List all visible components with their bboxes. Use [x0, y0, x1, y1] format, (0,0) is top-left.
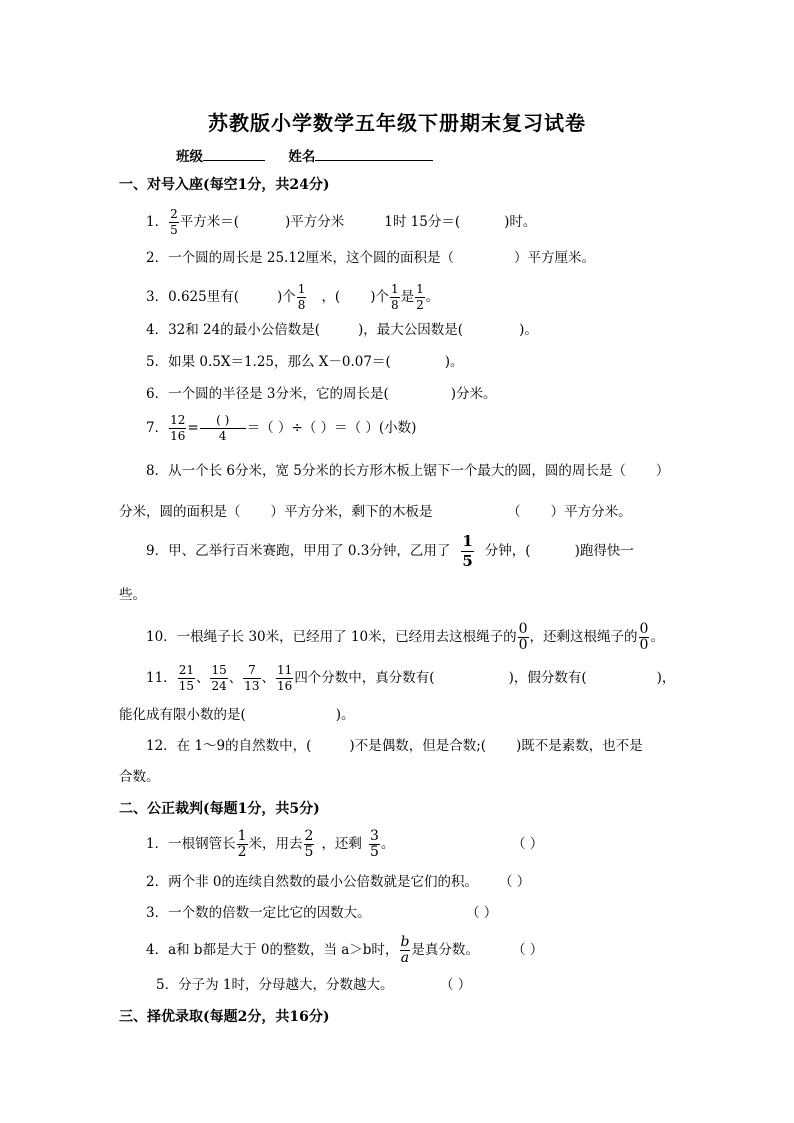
s2-answer-paren-2[interactable]: （ ）: [499, 874, 531, 890]
s1-question-8-line1: 8．从一个长 6分米，宽 5分米的长方形木板上锯下一个最大的圆，圆的周长是（ ）: [146, 463, 670, 479]
s1-question-11-line1: 11． $\frac{21}{15}$ 、 $\frac{15}{24}$ 、 $\frac{7}{13}$ 、 $\frac{11}{16}$ 四个分数中，真分数有( )，假分数有( )，: [146, 662, 676, 693]
s1-question-9-line2: 些。: [119, 587, 146, 603]
s1-question-3: 3．0.625里有( )个 $\frac{1}{8}$ ，( )个 $\frac{1}{8}$ 是 $\frac{1}{2}$ 。: [146, 281, 440, 312]
s2-question-5: 5．分子为 1时，分母越大，分数越大。: [156, 977, 394, 993]
class-blank[interactable]: [203, 146, 265, 161]
fraction: $\frac{1}{2}$: [416, 281, 424, 312]
section3-heading: 三、择优录取(每题2分，共16分): [119, 1009, 330, 1025]
fraction: $\frac{15}{24}$: [211, 662, 227, 693]
section2-heading: 二、公正裁判(每题1分，共5分): [119, 801, 320, 817]
s1-question-11-line2: 能化成有限小数的是( )。: [119, 707, 355, 723]
class-name-line: [176, 146, 433, 165]
fraction: $\frac{1}{5}$: [462, 531, 473, 570]
s2-answer-paren-3[interactable]: （ ）: [466, 905, 498, 921]
name-label: 姓名: [288, 149, 316, 165]
fraction: $\frac{( )}{4}$: [200, 414, 246, 443]
s1-question-5: 5．如果 0.5X＝1.25，那么 X－0.07＝( )。: [146, 354, 464, 370]
fraction: $\frac{11}{16}$: [277, 662, 293, 693]
s2-question-1: 1．一根钢管长 $\frac{1}{2}$ 米，用去 $\frac{2}{5}$ ，还剩 $\frac{3}{5}$ 。: [146, 827, 395, 860]
fraction: $\frac{12}{16}$: [170, 412, 186, 443]
s1-question-9-line1: 9．甲、乙举行百米赛跑，甲用了 0.3分钟，乙用了 $\frac{1}{5}$ 分钟，( )跑得快一: [146, 531, 634, 570]
s1-question-1: 1． $\frac{2}{5}$ 平方米＝( )平方分米 1时 15分＝( )时。: [146, 206, 537, 237]
s2-answer-paren-1[interactable]: （ ）: [512, 836, 544, 852]
fraction: $\frac{1}{8}$: [297, 281, 306, 312]
fraction: $\frac{0}{0}$: [518, 620, 528, 653]
s2-answer-paren-4[interactable]: （ ）: [512, 942, 544, 958]
fraction: $\frac{7}{13}$: [244, 662, 260, 693]
fraction: $\frac{2}{5}$: [170, 206, 178, 237]
fraction: $\frac{3}{5}$: [369, 827, 379, 860]
s1-question-10: 10．一根绳子长 30米，已经用了 10米，已经用去这根绳子的 $\frac{0}{0}$ ，还剩这根绳子的 $\frac{0}{0}$ 。: [146, 620, 664, 653]
s1-question-7: 7． $\frac{12}{16}$ = $\frac{( )}{4}$ ＝（ ）÷（ ）＝（ ）(小数): [146, 412, 417, 443]
fraction: $\frac{1}{2}$: [237, 827, 247, 860]
s1-question-6: 6．一个圆的半径是 3分米，它的周长是( )分米。: [146, 386, 497, 402]
section1-heading: 一、对号入座(每空1分，共24分): [119, 177, 330, 193]
s1-question-12-line2: 合数。: [119, 769, 160, 785]
s1-question-8-line2: 分米，圆的面积是（ ）平方分米，剩下的木板是 （ ）平方分米。: [119, 504, 632, 520]
class-label: 班级: [176, 149, 203, 165]
page-title: 苏教版小学数学五年级下册期末复习试卷: [208, 111, 586, 135]
s1-question-2: 2．一个圆的周长是 25.12厘米，这个圆的面积是（ ）平方厘米。: [146, 250, 596, 266]
s1-question-12-line1: 12．在 1～9的自然数中，( )不是偶数，但是合数;( )既不是素数，也不是: [146, 738, 643, 754]
name-blank[interactable]: [315, 146, 433, 161]
s2-question-3: 3．一个数的倍数一定比它的因数大。: [146, 905, 371, 921]
s1-question-4: 4．32和 24的最小公倍数是( )，最大公因数是( )。: [146, 322, 538, 338]
fraction: $\frac{21}{15}$: [178, 662, 194, 693]
fraction: $\frac{2}{5}$: [304, 827, 314, 860]
fraction: $\frac{0}{0}$: [639, 620, 649, 653]
fraction: $\frac{b}{a}$: [400, 933, 410, 966]
fraction: $\frac{1}{8}$: [391, 281, 399, 312]
s2-question-4: 4．a和 b都是大于 0的整数，当 a＞b时， $\frac{b}{a}$ 是真分数。: [146, 933, 479, 966]
s2-question-2: 2．两个非 0的连续自然数的最小公倍数就是它们的积。: [146, 874, 478, 890]
s2-answer-paren-5[interactable]: （ ）: [440, 977, 472, 993]
